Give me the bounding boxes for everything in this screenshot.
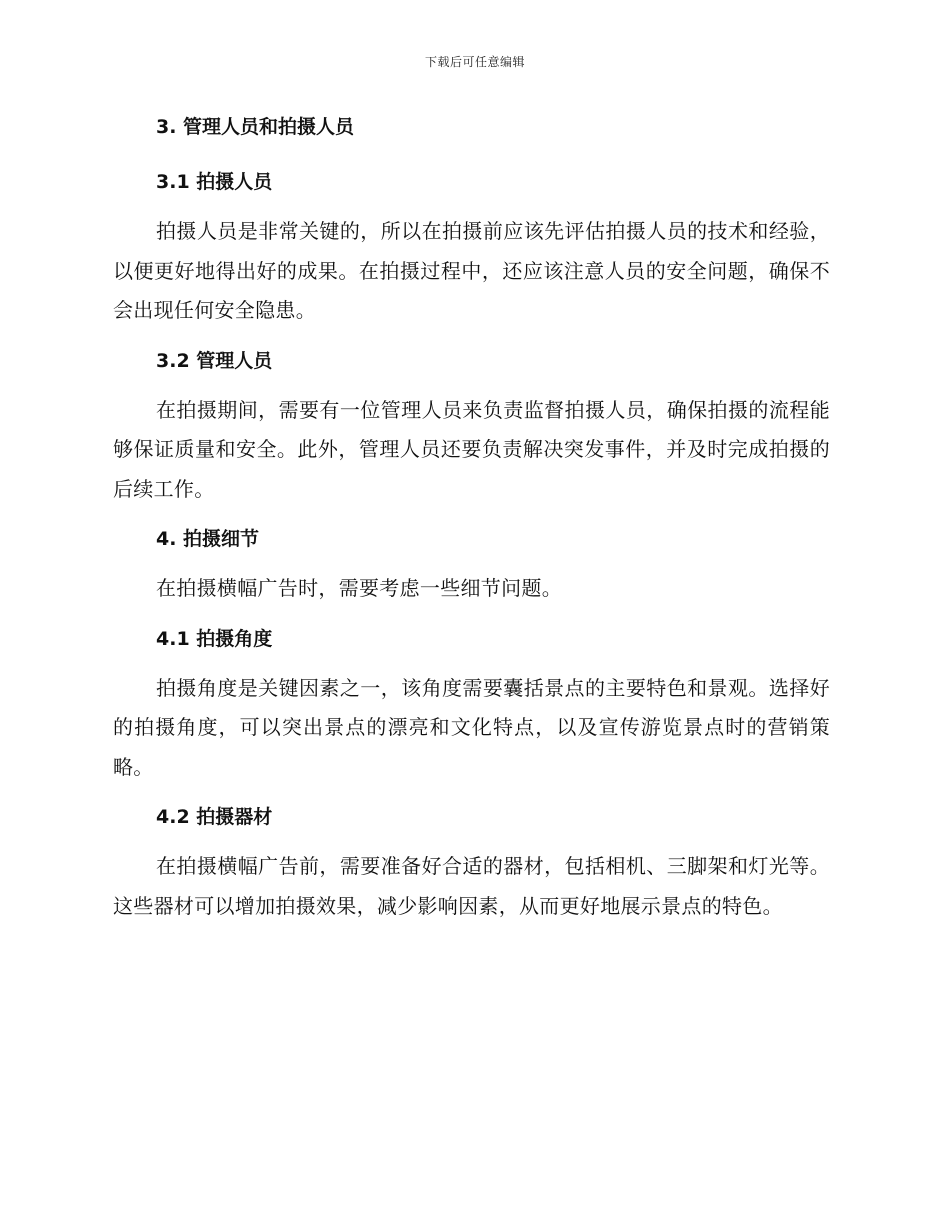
paragraph-4-2: 在拍摄横幅广告前，需要准备好合适的器材，包括相机、三脚架和灯光等。这些器材可以增加拍摄效果，减少影响因素，从而更好地展示景点的特色。	[113, 854, 830, 918]
paragraph-4: 在拍摄横幅广告时，需要考虑一些细节问题。	[156, 576, 562, 600]
section-heading-4: 4. 拍摄细节	[156, 528, 260, 550]
section-heading-3: 3. 管理人员和拍摄人员	[156, 116, 355, 138]
section-heading-3-1: 3.1 拍摄人员	[156, 171, 273, 193]
paragraph-4-1: 拍摄角度是关键因素之一，该角度需要囊括景点的主要特色和景观。选择好的拍摄角度，可以突出景点的漂亮和文化特点，以及宣传游览景点时的营销策略。	[113, 675, 830, 779]
paragraph-3-2: 在拍摄期间，需要有一位管理人员来负责监督拍摄人员，确保拍摄的流程能够保证质量和安全。此外，管理人员还要负责解决突发事件，并及时完成拍摄的后续工作。	[113, 397, 830, 501]
section-heading-3-2: 3.2 管理人员	[156, 349, 273, 372]
section-heading-4-2: 4.2 拍摄器材	[156, 806, 273, 828]
section-heading-4-1: 4.1 拍摄角度	[156, 627, 273, 650]
document-body	[113, 112, 830, 926]
paragraph-3-1: 拍摄人员是非常关键的，所以在拍摄前应该先评估拍摄人员的技术和经验，以便更好地得出好的成果。在拍摄过程中，还应该注意人员的安全问题，确保不会出现任何安全隐患。	[113, 219, 830, 322]
header-note: 下载后可任意编辑	[424, 55, 525, 69]
